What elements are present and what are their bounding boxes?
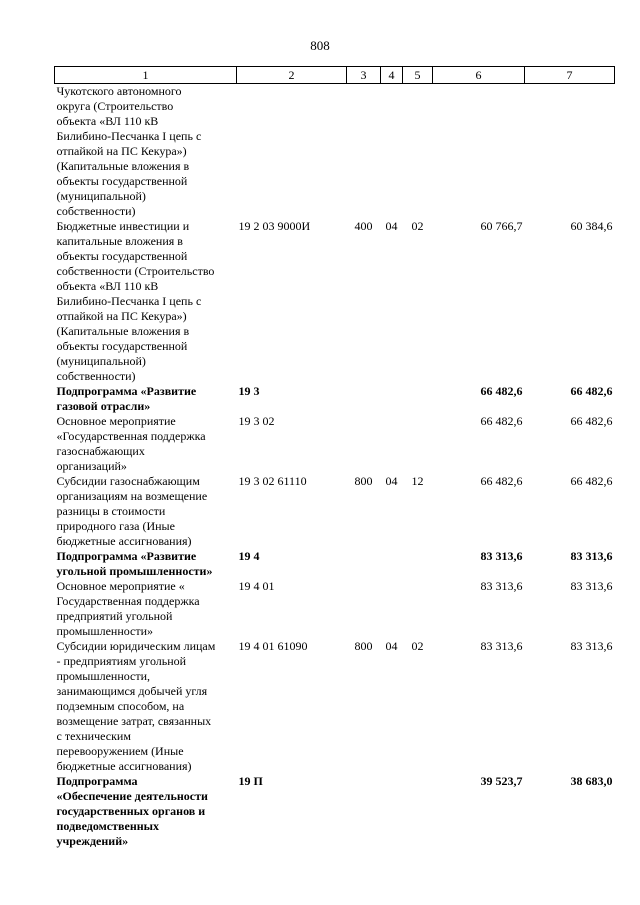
- row-col-5: [403, 549, 433, 579]
- row-code: 19 4 01 61090: [238, 639, 308, 653]
- page-number: 808: [310, 38, 330, 53]
- row-col-3: [347, 774, 381, 849]
- row-amount-7: 83 313,6: [570, 549, 613, 563]
- row-col-3: 800: [354, 474, 373, 488]
- column-header-4: 4: [381, 67, 403, 84]
- row-amount-6: 39 523,7: [480, 774, 523, 788]
- row-amount-6: 83 313,6: [480, 549, 523, 563]
- table-row: [55, 639, 615, 774]
- row-name: Бюджетные инвестиции и капитальные вложения в объекты государственной собственности (Строительство объекта «ВЛ 110 кВ Билибино-Песчанка I цепь с отпайкой на ПС Кекура») (Капитальные вложения в объекты государственной (муниципальной) собственности): [56, 219, 215, 383]
- row-code: 19 П: [238, 774, 263, 788]
- table-row: [55, 774, 615, 849]
- row-amount-7: 60 384,6: [570, 219, 613, 233]
- row-col-4: [381, 414, 403, 474]
- row-amount-6: 66 482,6: [480, 414, 523, 428]
- row-col-3: [347, 414, 381, 474]
- row-amount-6: 60 766,7: [480, 219, 523, 233]
- row-amount-6: 83 313,6: [480, 639, 523, 653]
- row-col-4: [381, 84, 403, 220]
- row-col-4: 04: [385, 219, 398, 233]
- row-name: Субсидии юридическим лицам - предприятиям угольной промышленности, занимающимся добычей угля подземным способом, на возмещение затрат, связанных с техническим перевооружением (Иные бюджетные ассигнования): [56, 639, 216, 773]
- row-col-3: [347, 84, 381, 220]
- row-name: Подпрограмма «Обеспечение деятельности государственных органов и подведомственных учреждений»: [56, 774, 208, 848]
- table-row: [55, 579, 615, 639]
- row-name: Подпрограмма «Развитие газовой отрасли»: [56, 384, 197, 413]
- column-header-5: 5: [403, 67, 433, 84]
- column-header-6: 6: [433, 67, 525, 84]
- row-code: 19 2 03 9000И: [238, 219, 311, 233]
- table-row: [55, 219, 615, 384]
- table-row: [55, 549, 615, 579]
- row-amount-7: 38 683,0: [570, 774, 613, 788]
- row-amount-7: 66 482,6: [570, 474, 613, 488]
- row-code: 19 4 01: [238, 579, 275, 593]
- row-code: 19 3 02 61110: [238, 474, 307, 488]
- row-name: Чукотского автономного округа (Строительство объекта «ВЛ 110 кВ Билибино-Песчанка I цепь с отпайкой на ПС Кекура») (Капитальные вложения в объекты государственной (муниципальной) собственности): [56, 84, 202, 218]
- column-header-2: 2: [237, 67, 347, 84]
- row-amount-7: 83 313,6: [570, 639, 613, 653]
- row-col-4: 04: [385, 639, 398, 653]
- column-header-7: 7: [525, 67, 615, 84]
- row-col-4: [381, 774, 403, 849]
- row-amount-6: 66 482,6: [480, 384, 523, 398]
- row-col-5: [403, 84, 433, 220]
- row-col-3: 800: [354, 639, 373, 653]
- row-code: 19 4: [238, 549, 260, 563]
- row-col-5: 02: [411, 639, 424, 653]
- row-code: 19 3: [238, 384, 260, 398]
- row-code: 19 3 02: [238, 414, 275, 428]
- table-row: [55, 84, 615, 220]
- row-amount-7: 83 313,6: [570, 579, 613, 593]
- row-col-3: [347, 579, 381, 639]
- row-col-5: [403, 579, 433, 639]
- row-amount-6: [433, 84, 525, 220]
- table-header-row: [55, 67, 615, 84]
- row-col-5: 02: [411, 219, 424, 233]
- row-col-4: 04: [385, 474, 398, 488]
- row-col-5: [403, 384, 433, 414]
- column-header-3: 3: [347, 67, 381, 84]
- row-amount-6: 83 313,6: [480, 579, 523, 593]
- row-col-5: [403, 414, 433, 474]
- row-col-4: [381, 384, 403, 414]
- row-amount-7: 66 482,6: [570, 414, 613, 428]
- row-col-5: 12: [411, 474, 424, 488]
- row-amount-7: [525, 84, 615, 220]
- table-row: [55, 384, 615, 414]
- row-col-4: [381, 579, 403, 639]
- row-name: Субсидии газоснабжающим организациям на возмещение разницы в стоимости природного газа (Иные бюджетные ассигнования): [56, 474, 208, 548]
- row-code: [237, 84, 347, 220]
- table-row: [55, 474, 615, 549]
- table-row: [55, 414, 615, 474]
- row-name: Основное мероприятие «Государственная поддержка газоснабжающих организаций»: [56, 414, 206, 473]
- row-amount-7: 66 482,6: [570, 384, 613, 398]
- row-name: Основное мероприятие « Государственная поддержка предприятий угольной промышленности»: [56, 579, 200, 638]
- row-col-3: [347, 384, 381, 414]
- row-name: Подпрограмма «Развитие угольной промышленности»: [56, 549, 213, 578]
- row-col-4: [381, 549, 403, 579]
- row-col-5: [403, 774, 433, 849]
- row-col-3: 400: [354, 219, 373, 233]
- row-amount-6: 66 482,6: [480, 474, 523, 488]
- row-col-3: [347, 549, 381, 579]
- column-header-1: 1: [55, 67, 237, 84]
- budget-table: [54, 66, 615, 849]
